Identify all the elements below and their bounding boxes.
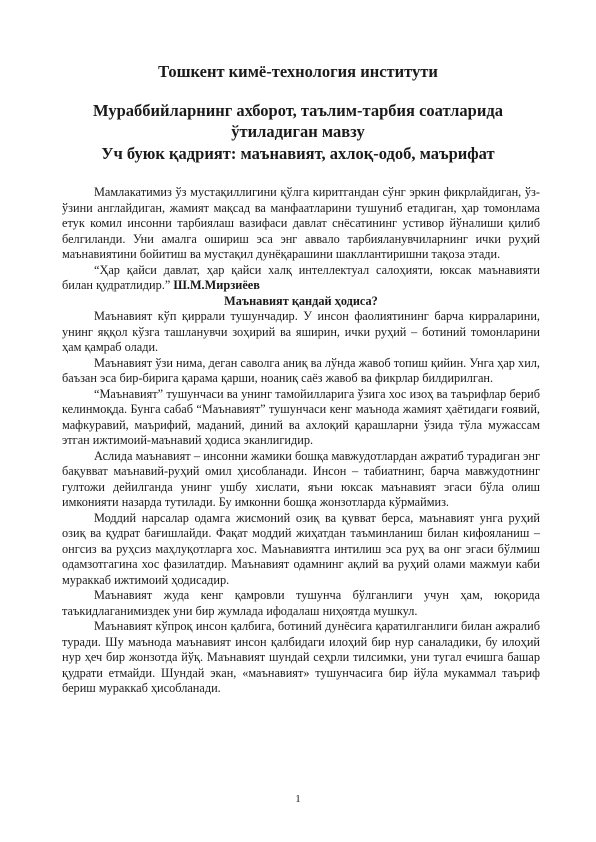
epigraph-quote: “Ҳар қайси давлат, ҳар қайси халқ интеллектуал салоҳияти, юксак маънавияти билан қудратлидир.” [62,262,540,292]
section-paragraph: Маънавият ўзи нима, деган саволга аниқ ва лўнда жавоб топиш қийин. Унга ҳар хил, баъзан эса бир-бирига қарама қарши, ноаниқ саёз жавоб ва фикрлар билдирилган. [62,355,540,385]
section-paragraph: Маънавият кўп қиррали тушунчадир. У инсон фаолиятининг барча кирраларини, унинг яққол кўзга ташланувчи зоҳирий ва яширин, ички руҳий – ботиний томонларини ҳам қамраб олади. [62,309,540,354]
document-body [62,185,540,697]
institute-title: Тошкент кимё-технология институти [158,62,438,81]
section-paragraph: Моддий нарсалар одамга жисмоний озиқ ва қувват берса, маънавият унга руҳий озиқ ва қудрат бағишлайди. Фақат моддий жиҳатдан таъминланиш билан кифояланиш – онгсиз ва руҳсиз маҳлуқотларга хос. Маънавиятга интилиш эса руҳ ва онг эгаси бўлмиш одамзотгагина хос фазилатдир. Маънавият одамнинг ақлий ва руҳий олами мажмуи каби мураккаб ижтимоий ҳодисадир. [62,510,540,587]
section-title: Маънавият қандай ҳодиса? [224,293,378,308]
heading-line-2: ўтиладиган мавзу [231,122,365,141]
section-paragraph: Аслида маънавият – инсонни жамики бошқа мавжудотлардан ажратиб турадиган энг бақувват маънавий-руҳий омил ҳисобланади. Инсон – табиатнинг, барча мавжудотнинг гултожи дейилганда унинг ушбу хислати, яъни юксак маънавият эгаси бўла олиш имконияти назарда тутилади. Бу имконни бошқа жонзотларда кўрмаймиз. [62,448,540,509]
section-paragraph: “Маънавият” тушунчаси ва унинг тамойилларига ўзига хос изоҳ ва таърифлар бериб келинмоқда. Бунга сабаб “Маънавият” тушунчаси кенг маънода жамият ҳаётидаги ғоявий, мафкуравий, маърифий, маданий, диний ва ахлоқий қарашларни ўзида тўла мужассам этган ижтимоий-маънавий ҳодиса эканлигидир. [62,386,540,447]
heading-line-1: Мураббийларнинг ахборот, таълим-тарбия соатларида [93,101,503,120]
section-paragraph: Маънавият кўпроқ инсон қалбига, ботиний дунёсига қаратилганлиги билан ажралиб туради. Шу маънода маънавият инсон қалбидаги илоҳий бир нур саналадики, бу илоҳий нур ҳеч бир жонзотда йўқ. Маънавият шундай сеҳрли тилсимки, уни тугал ечишга башар қудрати етмайди. Шундай экан, «маънавият» тушунчасига бир йўла мукаммал таъриф бериш мураккаб ҳисобланади. [62,619,540,695]
epigraph-author: Ш.М.Мирзиёев [173,278,260,292]
topic-title: Уч буюк қадрият: маънавият, ахлоқ-одоб, маърифат [101,144,495,163]
intro-paragraph: Мамлакатимиз ўз мустақиллигини қўлга киритгандан сўнг эркин фикрлайдиган, ўз-ўзини англайдиган, жамият мақсад ва манфаатларини тушуниб етадиган, ҳар томонлама етук комил инсонни тарбиялаш вазифаси давлат снёсатининг устивор йўналиши қилиб белгиланди. Уни амалга ошириш эса энг аввало тарбияланувчиларнинг ички руҳий маънавиятини бойитиш ва мустақил дунёқарашини шакллантиришни тақоза этади. [62,185,540,261]
section-paragraph: Маънавият жуда кенг қамровли тушунча бўлганлиги учун ҳам, юқорида таъкидлаганимиздек уни бир жумлада ифодалаш ниҳоятда мушкул. [62,588,540,618]
epigraph [62,263,540,294]
page-number: 1 [295,793,301,805]
